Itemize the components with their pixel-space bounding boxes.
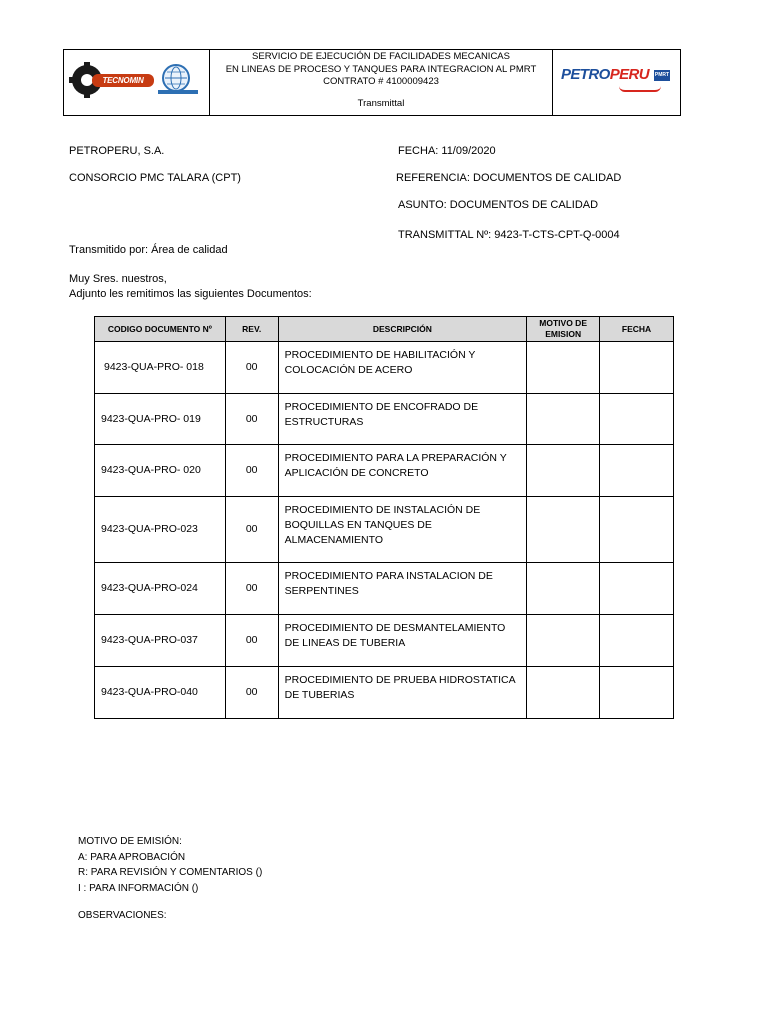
- table-row: [95, 394, 674, 445]
- row-code: 9423-QUA-PRO- 020: [95, 445, 226, 497]
- header-title-block: [210, 50, 552, 116]
- row-code: 9423-QUA-PRO- 018: [95, 342, 226, 394]
- row-date: [600, 563, 674, 615]
- table-header-row: [95, 317, 674, 342]
- header-title-line-2: EN LINEAS DE PROCESO Y TANQUES PARA INTEGRACION AL PMRT: [225, 63, 537, 75]
- row-description: PROCEDIMIENTO DE HABILITACIÓN Y COLOCACIÓN DE ACERO: [278, 342, 527, 394]
- col-header-description: DESCRIPCIÓN: [278, 317, 527, 342]
- reason-legend-title: MOTIVO DE EMISIÓN:: [78, 836, 182, 847]
- reason-legend-a: A: PARA APROBACIÓN: [78, 852, 186, 863]
- row-rev: 00: [225, 615, 278, 667]
- col-header-code: CODIGO DOCUMENTO Nº: [95, 317, 226, 342]
- row-reason: [527, 445, 600, 497]
- row-code: 9423-QUA-PRO-023: [95, 497, 226, 563]
- row-description: PROCEDIMIENTO DE PRUEBA HIDROSTATICA DE TUBERIAS: [278, 667, 527, 719]
- row-description: PROCEDIMIENTO DE INSTALACIÓN DE BOQUILLAS EN TANQUES DE ALMACENAMIENTO: [278, 497, 527, 563]
- transmitted-by: Transmitido por: Área de calidad: [69, 244, 228, 256]
- recipient-company: PETROPERU, S.A.: [69, 145, 165, 157]
- row-code: 9423-QUA-PRO-037: [95, 615, 226, 667]
- col-header-rev: REV.: [225, 317, 278, 342]
- table-row: [95, 667, 674, 719]
- observations-label: OBSERVACIONES:: [78, 910, 167, 921]
- row-code: 9423-QUA-PRO- 019: [95, 394, 226, 445]
- row-description: PROCEDIMIENTO DE ENCOFRADO DE ESTRUCTURAS: [278, 394, 527, 445]
- petroperu-logo-part-1: PETRO: [561, 66, 610, 83]
- transmittal-number: TRANSMITTAL Nº: 9423-T-CTS-CPT-Q-0004: [398, 229, 620, 241]
- row-description: PROCEDIMIENTO PARA LA PREPARACIÓN Y APLICACIÓN DE CONCRETO: [278, 445, 527, 497]
- row-code: 9423-QUA-PRO-024: [95, 563, 226, 615]
- header-title-line-3: CONTRATO # 4100009423: [323, 76, 439, 87]
- intro-text: Adjunto les remitimos las siguientes Documentos:: [69, 288, 312, 300]
- row-description: PROCEDIMIENTO PARA INSTALACION DE SERPENTINES: [278, 563, 527, 615]
- row-reason: [527, 342, 600, 394]
- table-row: [95, 342, 674, 394]
- table-row: [95, 563, 674, 615]
- greeting: Muy Sres. nuestros,: [69, 273, 167, 285]
- row-reason: [527, 667, 600, 719]
- row-date: [600, 394, 674, 445]
- row-rev: 00: [225, 563, 278, 615]
- right-logo-cell: [552, 50, 680, 115]
- row-rev: 00: [225, 342, 278, 394]
- sender-company: CONSORCIO PMC TALARA (CPT): [69, 172, 241, 184]
- row-description: PROCEDIMIENTO DE DESMANTELAMIENTO DE LINEAS DE TUBERIA: [278, 615, 527, 667]
- tecnomin-logo-text: TECNOMIN DATA: [92, 74, 154, 87]
- row-rev: 00: [225, 667, 278, 719]
- row-date: [600, 615, 674, 667]
- petroperu-logo-part-2: PERU: [609, 66, 649, 83]
- row-reason: [527, 394, 600, 445]
- pmrt-badge: PMRT: [654, 70, 670, 81]
- reference-field: REFERENCIA: DOCUMENTOS DE CALIDAD: [396, 172, 622, 184]
- date-field: FECHA: 11/09/2020: [398, 145, 496, 157]
- left-logo-cell: [64, 50, 210, 115]
- row-date: [600, 667, 674, 719]
- row-reason: [527, 615, 600, 667]
- table-row: [95, 615, 674, 667]
- col-header-date: FECHA: [600, 317, 674, 342]
- col-header-reason: MOTIVO DE EMISION: [527, 317, 600, 342]
- row-rev: 00: [225, 445, 278, 497]
- row-reason: [527, 497, 600, 563]
- globe-logo-base: [158, 90, 198, 94]
- row-code: 9423-QUA-PRO-040: [95, 667, 226, 719]
- reason-legend-r: R: PARA REVISIÓN Y COMENTARIOS (): [78, 867, 263, 878]
- petroperu-logo-icon: [561, 66, 649, 83]
- document-header: [63, 49, 681, 116]
- subject-field: ASUNTO: DOCUMENTOS DE CALIDAD: [398, 199, 599, 211]
- documents-table: [94, 316, 674, 719]
- table-row: [95, 497, 674, 563]
- reason-legend-i: I : PARA INFORMACIÓN (): [78, 883, 199, 894]
- row-date: [600, 342, 674, 394]
- row-reason: [527, 563, 600, 615]
- petroperu-swoosh: [619, 86, 661, 92]
- header-title-line-1: SERVICIO DE EJECUCIÓN DE FACILIDADES MECANICAS: [252, 51, 510, 62]
- row-rev: 00: [225, 497, 278, 563]
- row-rev: 00: [225, 394, 278, 445]
- row-date: [600, 497, 674, 563]
- globe-logo-icon: [162, 64, 190, 92]
- transmittal-label: Transmittal: [357, 97, 405, 109]
- row-date: [600, 445, 674, 497]
- table-row: [95, 445, 674, 497]
